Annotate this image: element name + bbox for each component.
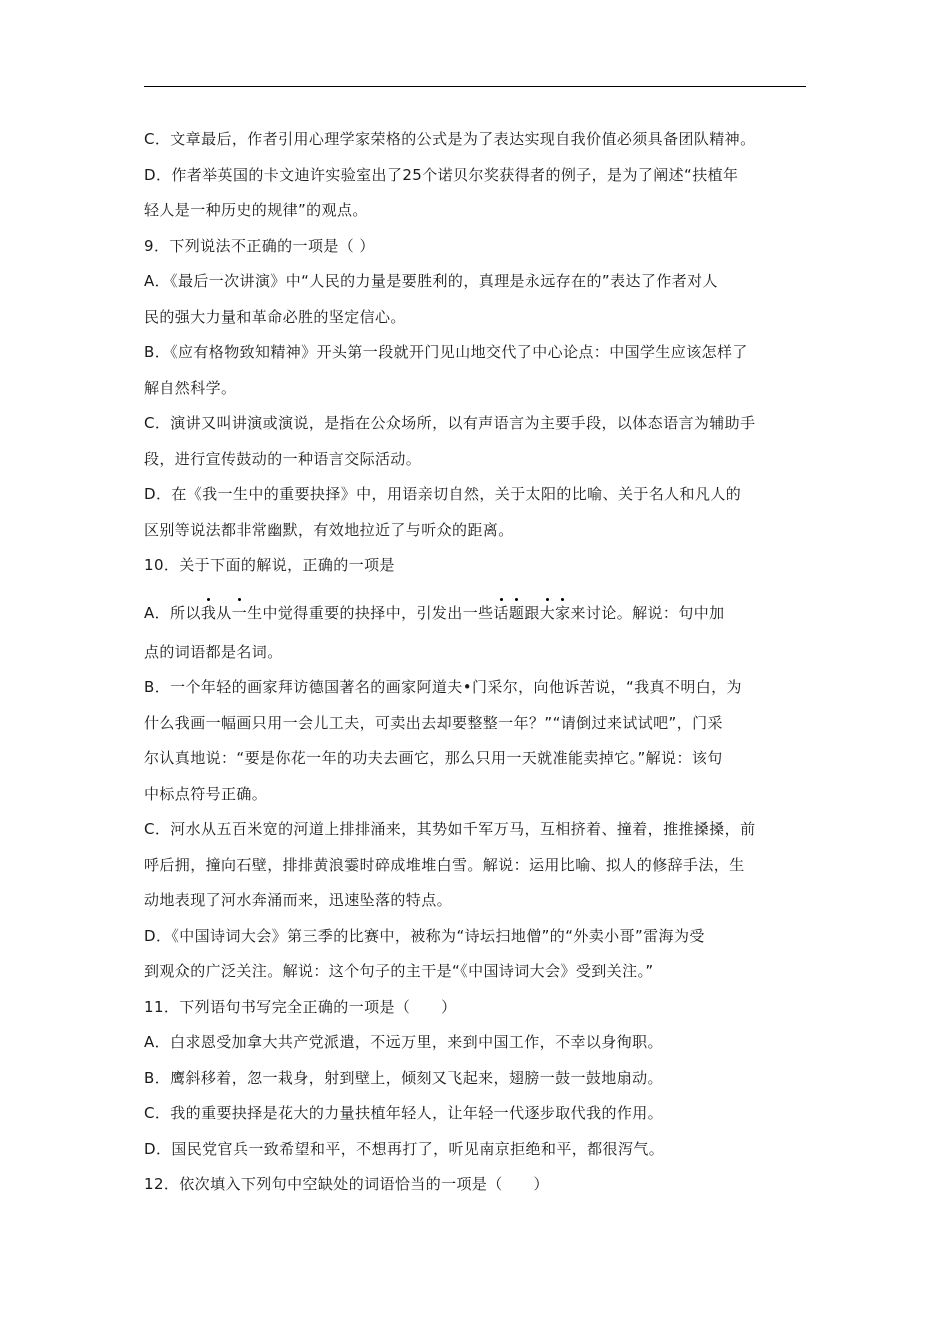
option-9c-cont: 段，进行宣传鼓动的一种语言交际活动。 bbox=[144, 449, 422, 468]
option-9b: B．《应有格物致知精神》开头第一段就开门见山地交代了中心论点：中国学生应该怎样了 bbox=[144, 343, 748, 361]
option-9a: A．《最后一次讲演》中“人民的力量是要胜利的，真理是永远存在的”表达了作者对人 bbox=[144, 272, 718, 290]
option-10b: B．一个年轻的画家拜访德国著名的画家阿道夫•门采尔，向他诉苦说，“我真不明白，为 bbox=[144, 678, 742, 696]
option-10b-cont: 中标点符号正确。 bbox=[144, 784, 268, 803]
option-10d: D．《中国诗词大会》第三季的比赛中，被称为“诗坛扫地僧”的“外卖小哥”雷海为受 bbox=[144, 926, 705, 945]
option-10a-text: A．所以 bbox=[144, 603, 201, 622]
emphasis-char: 家 bbox=[555, 584, 570, 642]
option-11d: D．国民党官兵一致希望和平，不想再打了，听见南京拒绝和平，都很泻气。 bbox=[144, 1139, 665, 1158]
option-10a-text: 跟 bbox=[524, 603, 540, 622]
question-12: 12．依次填入下列句中空缺处的词语恰当的一项是（ ） bbox=[144, 1175, 549, 1193]
option-11b: B．鹰斜移着，忽一栽身，射到壁上，倾刻又飞起来，翅膀一鼓一鼓地扇动。 bbox=[144, 1068, 663, 1087]
question-9: 9．下列说法不正确的一项是（ ） bbox=[144, 236, 375, 255]
option-9d: D．在《我一生中的重要抉择》中，用语亲切自然，关于太阳的比喻、关于名人和凡人的 bbox=[144, 485, 742, 503]
option-9c: C．演讲又叫讲演或演说，是指在公众场所，以有声语言为主要手段，以体态语言为辅助手 bbox=[144, 414, 756, 432]
option-10c-cont: 呼后拥，撞向石壁，排排黄浪霎时碎成堆堆白雪。解说：运用比喻、拟人的修辞手法，生 bbox=[144, 855, 745, 874]
emphasis-char: 一 bbox=[232, 584, 247, 642]
option-10a-text: 从 bbox=[216, 603, 232, 622]
option-10a bbox=[144, 584, 806, 635]
emphasis-char: 我 bbox=[201, 584, 216, 642]
document-body bbox=[144, 122, 806, 1203]
option-10a-text: 生中觉得重要的抉择中，引发出一些 bbox=[247, 603, 494, 622]
option-10d-cont: 到观众的广泛关注。解说：这个句子的主干是“《中国诗词大会》受到关注。” bbox=[144, 962, 654, 980]
option-10c: C．河水从五百米宽的河道上排排涌来，其势如千军万马，互相挤着、撞着，推推搡搡，前 bbox=[144, 820, 756, 838]
option-10b-cont: 什么我画一幅画只用一会儿工夫，可卖出去却要整整一年？”“请倒过来试试吧”，门采 bbox=[144, 713, 723, 732]
option-10c-cont: 动地表现了河水奔涌而来，迅速坠落的特点。 bbox=[144, 891, 453, 909]
option-11a: A．白求恩受加拿大共产党派遣，不远万里，来到中国工作，不幸以身徇职。 bbox=[144, 1033, 663, 1051]
question-10: 10．关于下面的解说，正确的一项是 bbox=[144, 556, 395, 574]
option-9d-cont: 区别等说法都非常幽默，有效地拉近了与听众的距离。 bbox=[144, 520, 514, 539]
option-9a-cont: 民的强大力量和革命必胜的坚定信心。 bbox=[144, 307, 406, 326]
option-9b-cont: 解自然科学。 bbox=[144, 378, 237, 397]
emphasis-char: 大 bbox=[540, 584, 555, 642]
question-11: 11．下列语句书写完全正确的一项是（ ） bbox=[144, 997, 457, 1016]
header-rule bbox=[144, 86, 806, 87]
option-8c: C．文章最后，作者引用心理学家荣格的公式是为了表达实现自我价值必须具备团队精神。 bbox=[144, 130, 756, 148]
option-10a-cont: 点的词语都是名词。 bbox=[144, 642, 283, 661]
emphasis-char: 话 bbox=[494, 584, 509, 642]
option-11c: C．我的重要抉择是花大的力量扶植年轻人，让年轻一代逐步取代我的作用。 bbox=[144, 1104, 664, 1122]
emphasis-char: 题 bbox=[509, 584, 524, 642]
option-8d: D．作者举英国的卡文迪许实验室出了25个诺贝尔奖获得者的例子，是为了阐述“扶植年 bbox=[144, 165, 739, 184]
option-8d-cont: 轻人是一种历史的规律”的观点。 bbox=[144, 201, 368, 219]
option-10a-text: 来讨论。解说：句中加 bbox=[570, 603, 725, 622]
option-10b-cont: 尔认真地说：“要是你花一年的功夫去画它，那么只用一天就准能卖掉它。”解说：该句 bbox=[144, 749, 723, 767]
